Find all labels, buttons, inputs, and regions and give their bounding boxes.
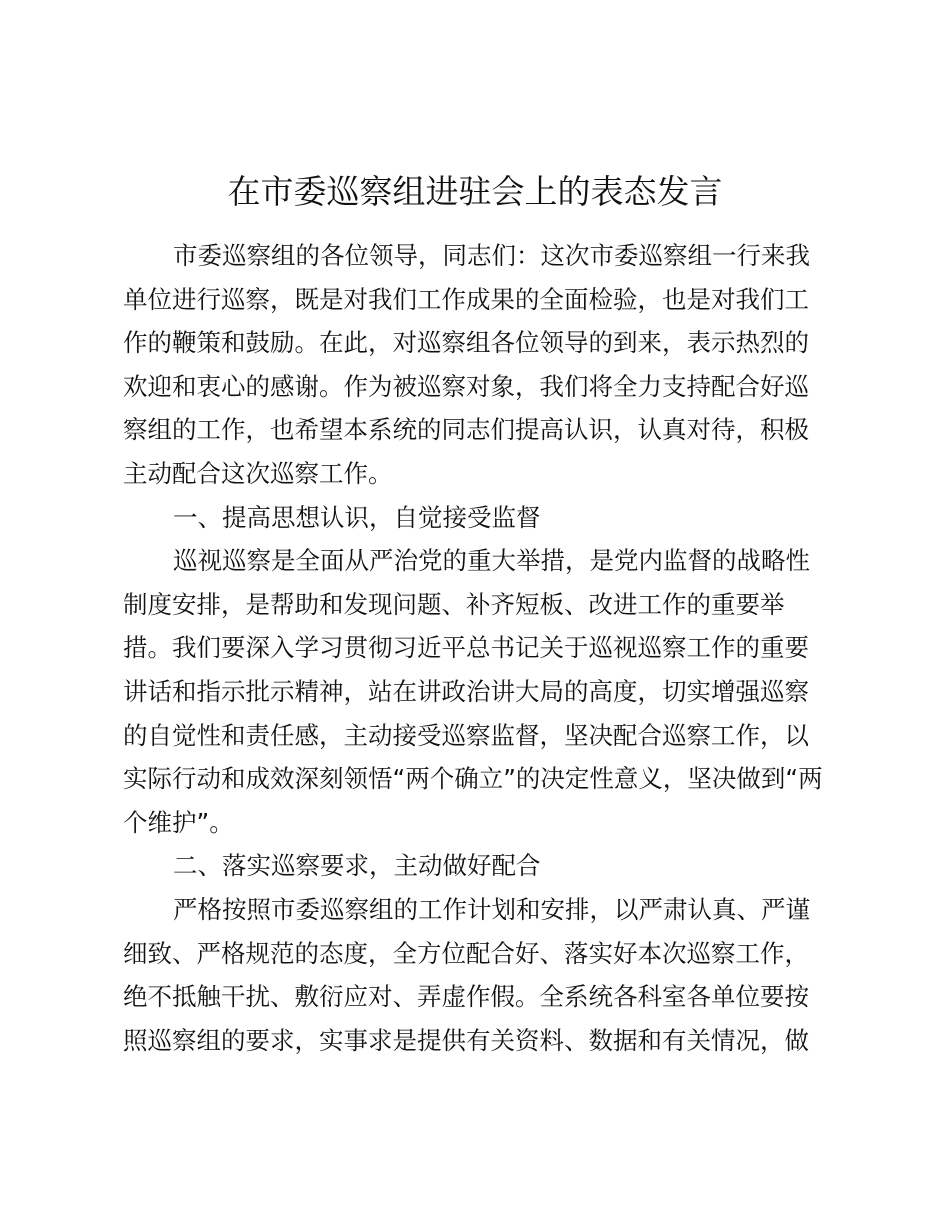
body-line: 绝不抵触干扰、敷衍应对、弄虚作假。全系统各科室各单位要按 (123, 982, 809, 1012)
body-line: 市委巡察组的各位领导，同志们：这次市委巡察组一行来我 (173, 241, 810, 270)
body-line: 照巡察组的要求，实事求是提供有关资料、数据和有关情况，做 (123, 1025, 809, 1055)
body-line: 察组的工作，也希望本系统的同志们提高认识，认真对待，积极 (123, 415, 809, 445)
body-line: 细致、严格规范的态度，全方位配合好、落实好本次巡察工作， (123, 938, 809, 968)
document-title: 在市委巡察组进驻会上的表态发言 (227, 172, 723, 211)
body-line: 主动配合这次巡察工作。 (123, 458, 393, 488)
body-line: 的自觉性和责任感，主动接受巡察监督，坚决配合巡察工作，以 (123, 720, 809, 750)
body-line: 巡视巡察是全面从严治党的重大举措，是党内监督的战略性 (173, 546, 810, 576)
body-line: 二、落实巡察要求，主动做好配合 (173, 851, 541, 881)
body-line: 制度安排，是帮助和发现问题、补齐短板、改进工作的重要举 (123, 589, 785, 619)
document-body (123, 234, 823, 1062)
body-line: 措。我们要深入学习贯彻习近平总书记关于巡视巡察工作的重要 (123, 633, 809, 663)
body-line: 作的鞭策和鼓励。在此，对巡察组各位领导的到来，表示热烈的 (123, 328, 809, 358)
body-line: 讲话和指示批示精神，站在讲政治讲大局的高度，切实增强巡察 (123, 676, 809, 706)
body-line: 单位进行巡察，既是对我们工作成果的全面检验，也是对我们工 (123, 284, 809, 314)
body-line: 个维护”。 (123, 807, 234, 837)
body-line: 欢迎和衷心的感谢。作为被巡察对象，我们将全力支持配合好巡 (123, 371, 809, 401)
body-line: 实际行动和成效深刻领悟“两个确立”的决定性意义，坚决做到“两 (123, 764, 823, 794)
body-line: 严格按照市委巡察组的工作计划和安排，以严肃认真、严谨 (173, 894, 810, 924)
body-line: 一、提高思想认识，自觉接受监督 (173, 502, 541, 532)
